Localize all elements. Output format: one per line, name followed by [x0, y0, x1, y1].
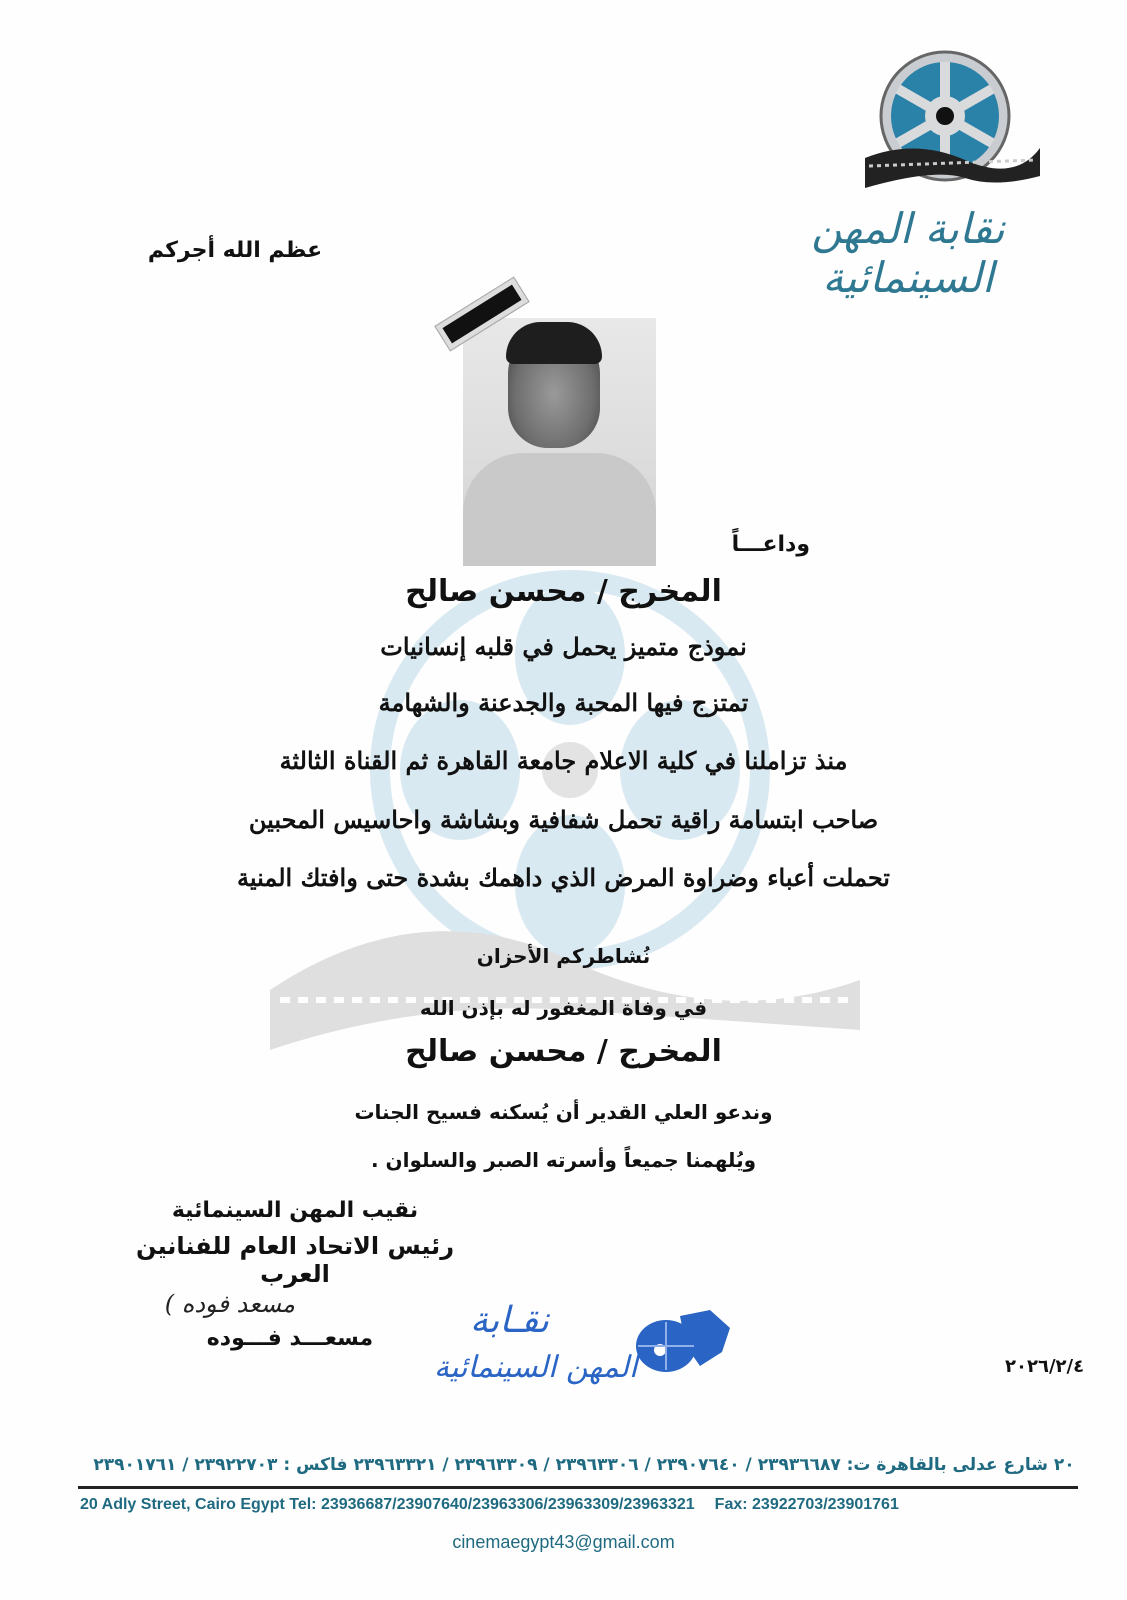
footer-arabic-address: ٢٠ شارع عدلى بالقاهرة ت: ٢٣٩٣٦٦٨٧ / ٢٣٩٠٧٦٤٠ / ٢٣٩٦٣٣٠٦ / ٢٣٩٦٣٣٠٩ / ٢٣٩٦٣٣٢١ فاكس : ٢٣٩٢٢٧٠٣ / ٢٣٩٠١٧٦١: [93, 1455, 1075, 1475]
footer-english-address: [80, 1496, 1080, 1514]
signatory-name: مسعـــد فـــوده: [206, 1326, 374, 1351]
stamp-seal-icon: [630, 1306, 734, 1376]
letter-date: ٢٠٢٦/٢/٤: [1005, 1356, 1085, 1377]
deceased-name-title: المخرج / محسن صالح: [405, 574, 722, 609]
condolence-line: نُشاطركم الأحزان: [476, 944, 651, 968]
footer-english-tel: 20 Adly Street, Cairo Egypt Tel: 23936687/23907640/23963306/23963309/23963321: [80, 1496, 695, 1513]
stamp-text-line-2: المهن السينمائية: [434, 1350, 638, 1385]
signatory-title-2: رئيس الاتحاد العام للفنانين العرب: [135, 1232, 455, 1288]
tribute-line: نموذج متميز يحمل في قلبه إنسانيات: [380, 632, 747, 661]
signatory-title-1: نقيب المهن السينمائية: [171, 1198, 419, 1223]
deceased-name-closing: المخرج / محسن صالح: [405, 1034, 722, 1069]
official-stamp: [430, 1300, 750, 1410]
condolence-line: في وفاة المغفور له بإذن الله: [419, 996, 708, 1020]
photo-shirt: [463, 453, 656, 566]
photo-hair: [506, 322, 602, 364]
handwritten-signature: مسعد فوده ): [164, 1290, 295, 1318]
footer-english-fax: Fax: 23922703/23901761: [714, 1496, 899, 1513]
portrait-photo: [463, 318, 656, 566]
prayer-line: ويُلهمنا جميعاً وأسرته الصبر والسلوان .: [370, 1148, 757, 1172]
footer-divider: [78, 1486, 1078, 1489]
tribute-line: تمتزج فيها المحبة والجدعنة والشهامة: [378, 688, 749, 717]
film-reel-logo-icon: [855, 48, 1045, 198]
farewell-label: وداعـــاً: [731, 532, 810, 557]
tribute-line: منذ تزاملنا في كلية الاعلام جامعة القاهرة ثم القناة الثالثة: [279, 746, 848, 775]
condolence-heading: عظم الله أجركم: [147, 238, 323, 263]
stamp-text-line-1: نقـابة: [470, 1300, 550, 1341]
prayer-line: وندعو العلي القدير أن يُسكنه فسيح الجنات: [354, 1100, 773, 1124]
tribute-line: صاحب ابتسامة راقية تحمل شفافية وبشاشة واحاسيس المحبين: [248, 805, 879, 834]
footer-email-link[interactable]: cinemaegypt43@gmail.com: [452, 1532, 675, 1552]
union-logo-text: نقابة المهن السينمائية: [811, 204, 1005, 302]
tribute-line: تحملت أعباء وضراوة المرض الذي داهمك بشدة حتى وافتك المنية: [237, 863, 890, 892]
